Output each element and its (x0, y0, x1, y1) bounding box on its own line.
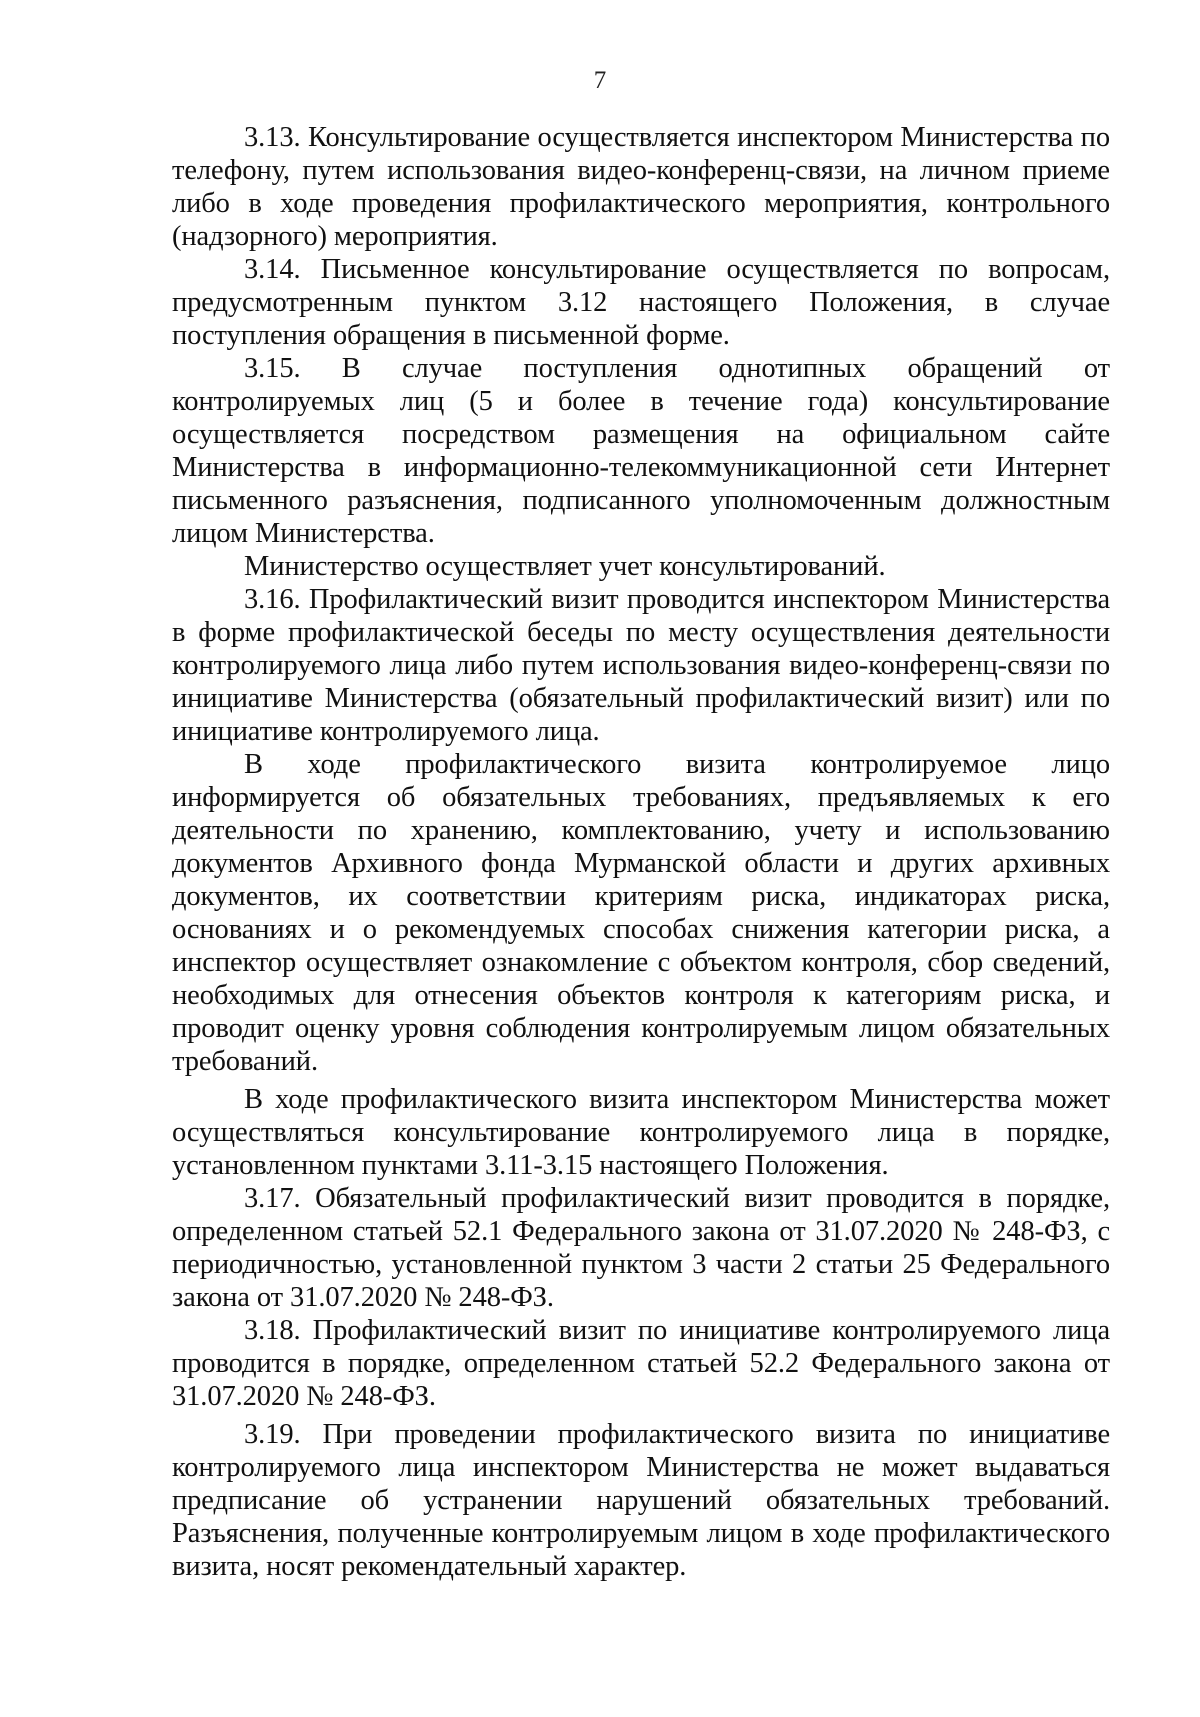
paragraph-3-16: 3.16. Профилактический визит проводится инспектором Министерства в форме профилактической беседы по месту осуществления деятельности контролируемого лица либо путем использования видео-конференц-связи по инициативе Министерства (обязательный профилактический визит) или по инициативе контролируемого лица. (172, 584, 1110, 747)
paragraph-3-18: 3.18. Профилактический визит по инициативе контролируемого лица проводится в порядке, определенном статьей 52.2 Федерального закона от 31.07.2020 № 248-ФЗ. (172, 1315, 1110, 1412)
paragraph-visit-information: В ходе профилактического визита контролируемое лицо информируется об обязательных требованиях, предъявляемых к его деятельности по хранению, комплектованию, учету и использованию документов Архивного фонда Мурманской области и других архивных документов, их соответствии критериям риска, индикаторах риска, основаниях и о рекомендуемых способах снижения категории риска, а инспектор осуществляет ознакомление с объектом контроля, сбор сведений, необходимых для отнесения объектов контроля к категориям риска, и проводит оценку уровня соблюдения контролируемым лицом обязательных требований. (172, 749, 1110, 1077)
paragraph-consultation-record: Министерство осуществляет учет консультирований. (244, 551, 886, 582)
document-body (172, 121, 1110, 1583)
paragraph-visit-consultation: В ходе профилактического визита инспектором Министерства может осуществляться консультирование контролируемого лица в порядке, установленном пунктами 3.11-3.15 настоящего Положения. (172, 1084, 1110, 1181)
paragraph-3-15: 3.15. В случае поступления однотипных обращений от контролируемых лиц (5 и более в течение года) консультирование осуществляется посредством размещения на официальном сайте Министерства в информационно-телекоммуникационной сети Интернет письменного разъяснения, подписанного уполномоченным должностным лицом Министерства. (172, 353, 1110, 549)
paragraph-3-13: 3.13. Консультирование осуществляется инспектором Министерства по телефону, путем использования видео-конференц-связи, на личном приеме либо в ходе проведения профилактического мероприятия, контрольного (надзорного) мероприятия. (172, 122, 1110, 252)
paragraph-3-19: 3.19. При проведении профилактического визита по инициативе контролируемого лица инспектором Министерства не может выдаваться предписание об устранении нарушений обязательных требований. Разъяснения, полученные контролируемым лицом в ходе профилактического визита, носят рекомендательный характер. (172, 1419, 1110, 1582)
paragraph-3-17: 3.17. Обязательный профилактический визит проводится в порядке, определенном статьей 52.1 Федерального закона от 31.07.2020 № 248-ФЗ, с периодичностью, установленной пунктом 3 части 2 статьи 25 Федерального закона от 31.07.2020 № 248-ФЗ. (172, 1183, 1110, 1313)
page-number: 7 (593, 67, 607, 94)
paragraph-3-14: 3.14. Письменное консультирование осуществляется по вопросам, предусмотренным пунктом 3.12 настоящего Положения, в случае поступления обращения в письменной форме. (172, 254, 1110, 351)
